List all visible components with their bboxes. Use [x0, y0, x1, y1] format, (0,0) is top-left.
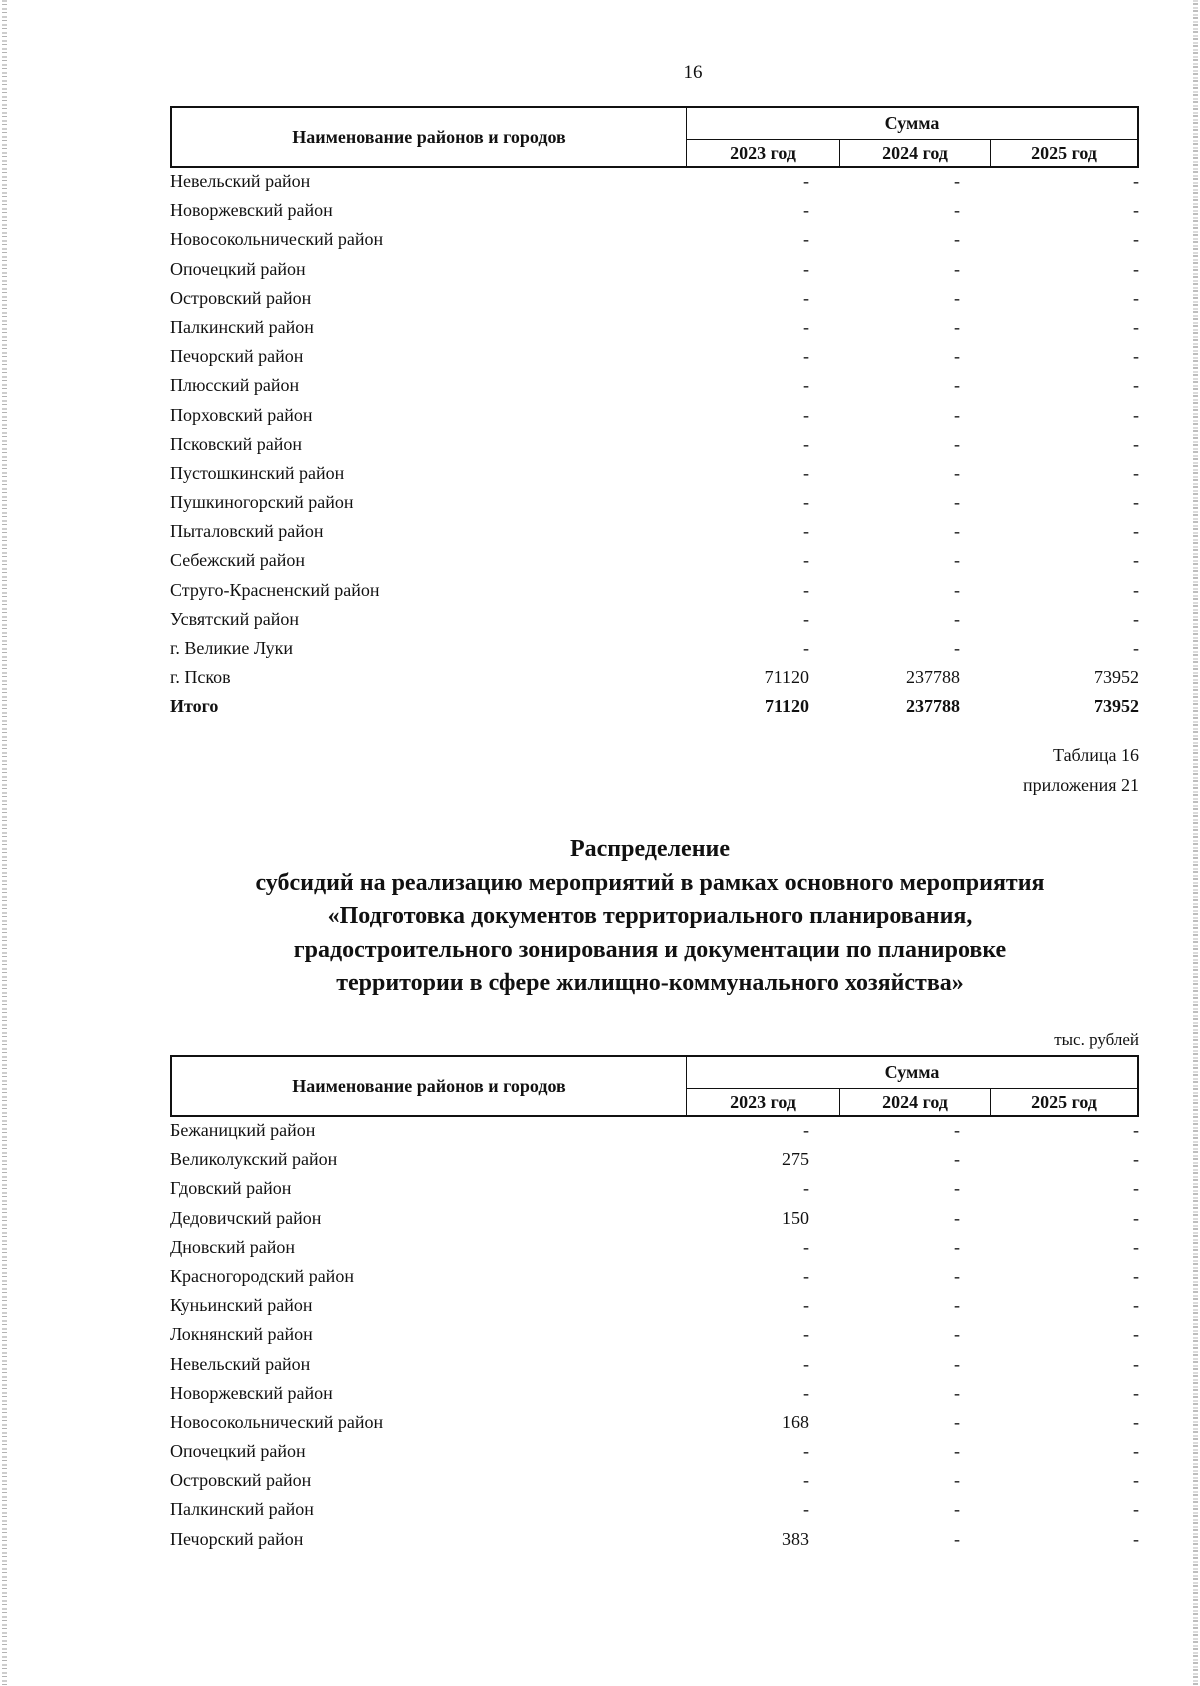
- value-2025: -: [1133, 1353, 1139, 1374]
- table-row: [170, 1409, 1139, 1438]
- value-2023: -: [803, 287, 809, 308]
- district-name: Бежаницкий район: [170, 1120, 316, 1140]
- table-2: [170, 1055, 1139, 1555]
- district-name: Гдовский район: [170, 1178, 292, 1199]
- table-row: [170, 1526, 1139, 1555]
- value-2025: -: [1133, 1120, 1139, 1140]
- table-row: [170, 460, 1139, 489]
- value-2024: -: [954, 316, 960, 337]
- title-line-4: градостроительного зонирования и документации по планировке: [293, 936, 1007, 963]
- value-2023: -: [803, 550, 809, 571]
- title-line-5: территории в сфере жилищно-коммунального хозяйства»: [336, 970, 964, 996]
- value-2025: -: [1133, 1178, 1139, 1199]
- district-name: Усвятский район: [170, 608, 299, 629]
- value-2024: -: [954, 1295, 960, 1316]
- value-2023: -: [803, 200, 809, 221]
- header-year-2024: 2024 год: [840, 1089, 991, 1115]
- table-row: [170, 1467, 1139, 1496]
- table-2-header: [170, 1055, 1139, 1117]
- value-2024: -: [954, 1149, 960, 1170]
- value-2024: -: [954, 521, 960, 542]
- value-2025: -: [1133, 638, 1139, 658]
- district-name: Невельский район: [170, 171, 311, 191]
- header-year-2023: 2023 год: [687, 140, 840, 166]
- table-row: [170, 226, 1139, 255]
- value-2023: -: [803, 1382, 809, 1403]
- district-name: Псковский район: [170, 433, 302, 454]
- value-2025: -: [1133, 375, 1139, 396]
- units-label: тыс. рублей: [1054, 1030, 1139, 1049]
- value-2024: -: [954, 492, 960, 513]
- value-2025: -: [1133, 1382, 1139, 1403]
- value-2023: 383: [782, 1528, 809, 1549]
- value-2025: -: [1133, 433, 1139, 454]
- district-name: Локнянский район: [170, 1324, 313, 1345]
- value-2025: -: [1133, 1207, 1139, 1228]
- table-row: [170, 1380, 1139, 1409]
- table-1: [170, 106, 1139, 723]
- value-2025: -: [1133, 171, 1139, 191]
- value-2024: -: [954, 1120, 960, 1140]
- value-2025: -: [1133, 608, 1139, 629]
- value-2023: -: [803, 1470, 809, 1491]
- district-name: Порховский район: [170, 404, 313, 425]
- table-row: [170, 314, 1139, 343]
- table-row: [170, 489, 1139, 518]
- value-2024: -: [954, 1236, 960, 1257]
- district-name: Новоржевский район: [170, 200, 333, 221]
- total-2023: 71120: [764, 696, 809, 717]
- table-row: [170, 431, 1139, 460]
- title-line-1: Распределение: [569, 836, 731, 862]
- table-row: [170, 402, 1139, 431]
- table-row: [170, 1263, 1139, 1292]
- value-2024: -: [954, 550, 960, 571]
- table-row: [170, 1146, 1139, 1175]
- value-2024: -: [954, 1324, 960, 1345]
- value-2023: 275: [782, 1149, 809, 1170]
- table-row: [170, 168, 1139, 197]
- value-2025: -: [1133, 316, 1139, 337]
- value-2025: -: [1133, 404, 1139, 425]
- value-2025: -: [1133, 462, 1139, 483]
- value-2023: -: [803, 1441, 809, 1462]
- value-2023: 71120: [764, 667, 809, 688]
- district-name: Пушкиногорский район: [170, 492, 354, 513]
- value-2024: -: [954, 433, 960, 454]
- appendix-label: приложения 21: [1022, 775, 1139, 795]
- value-2023: -: [803, 1353, 809, 1374]
- value-2024: -: [954, 462, 960, 483]
- value-2024: -: [954, 579, 960, 600]
- district-name: Палкинский район: [170, 1499, 314, 1520]
- value-2024: -: [954, 171, 960, 191]
- scan-noise-right: [1193, 0, 1198, 1686]
- value-2023: -: [803, 1499, 809, 1520]
- district-name: Новоржевский район: [170, 1382, 333, 1403]
- value-2024: -: [954, 404, 960, 425]
- page-number: 16: [683, 62, 703, 83]
- table-1-header: [170, 106, 1139, 168]
- title-line-2: субсидий на реализацию мероприятий в рамках основного мероприятия: [255, 869, 1045, 896]
- table-row: [170, 256, 1139, 285]
- value-2024: -: [954, 1499, 960, 1520]
- table-row: [170, 1292, 1139, 1321]
- value-2025: -: [1133, 1470, 1139, 1491]
- table-row: [170, 518, 1139, 547]
- table-row: [170, 1496, 1139, 1525]
- table-row: [170, 1175, 1139, 1204]
- value-2025: -: [1133, 521, 1139, 542]
- value-2025: -: [1133, 1295, 1139, 1316]
- table-row: [170, 197, 1139, 226]
- value-2025: 73952: [1094, 667, 1139, 688]
- district-name: Пустошкинский район: [170, 462, 345, 483]
- district-name: Себежский район: [170, 550, 305, 571]
- value-2024: -: [954, 229, 960, 250]
- table-row: [170, 285, 1139, 314]
- title-line-3: «Подготовка документов территориального планирования,: [327, 903, 973, 929]
- district-name: Плюсский район: [170, 375, 300, 396]
- value-2023: -: [803, 579, 809, 600]
- district-name: г. Великие Луки: [170, 638, 293, 658]
- value-2024: -: [954, 1470, 960, 1491]
- table-row: [170, 547, 1139, 576]
- header-year-2025: 2025 год: [1031, 142, 1097, 163]
- table-row: [170, 1205, 1139, 1234]
- district-name: Струго-Красненский район: [170, 579, 380, 600]
- value-2025: -: [1133, 258, 1139, 279]
- value-2025: -: [1133, 1499, 1139, 1520]
- total-label: Итого: [170, 696, 219, 717]
- value-2023: -: [803, 229, 809, 250]
- table-caption: [1023, 740, 1139, 800]
- value-2023: -: [803, 1265, 809, 1286]
- value-2023: -: [803, 404, 809, 425]
- header-name: Наименование районов и городов: [172, 108, 687, 166]
- value-2023: -: [803, 1120, 809, 1140]
- value-2025: -: [1133, 1528, 1139, 1549]
- district-name: Островский район: [170, 287, 312, 308]
- value-2023: -: [803, 375, 809, 396]
- table-2-body: [170, 1117, 1139, 1555]
- table-row: [170, 1438, 1139, 1467]
- value-2023: -: [803, 1178, 809, 1199]
- value-2025: -: [1133, 229, 1139, 250]
- value-2024: -: [954, 1265, 960, 1286]
- table-row: [170, 1321, 1139, 1350]
- district-name: Островский район: [170, 1470, 312, 1491]
- district-name: Куньинский район: [170, 1295, 313, 1316]
- value-2025: -: [1133, 1149, 1139, 1170]
- section-title: [160, 833, 1140, 1001]
- header-year-2023: 2023 год: [687, 1089, 840, 1115]
- value-2025: -: [1133, 492, 1139, 513]
- value-2023: 168: [782, 1411, 809, 1432]
- header-sum: Сумма: [687, 1057, 1137, 1089]
- value-2023: -: [803, 638, 809, 658]
- district-name: г. Псков: [170, 667, 231, 688]
- district-name: Пыталовский район: [170, 521, 324, 542]
- value-2023: -: [803, 1236, 809, 1257]
- district-name: Новосокольнический район: [170, 229, 384, 250]
- value-2025: -: [1133, 287, 1139, 308]
- header-year-2024: 2024 год: [840, 140, 991, 166]
- district-name: Печорский район: [170, 346, 304, 367]
- value-2024: -: [954, 1178, 960, 1199]
- value-2024: -: [954, 200, 960, 221]
- header-name: Наименование районов и городов: [172, 1057, 687, 1115]
- value-2023: -: [803, 433, 809, 454]
- table-row: [170, 635, 1139, 664]
- header-sum: Сумма: [687, 108, 1137, 140]
- scan-noise-left: [2, 0, 7, 1686]
- value-2024: -: [954, 1353, 960, 1374]
- table-row: [170, 1351, 1139, 1380]
- district-name: Великолукский район: [170, 1149, 338, 1170]
- value-2023: -: [803, 1324, 809, 1345]
- district-name: Палкинский район: [170, 316, 314, 337]
- value-2023: -: [803, 258, 809, 279]
- value-2024: -: [954, 375, 960, 396]
- table-1-total-row: [170, 693, 1139, 722]
- table-label: Таблица 16: [1053, 745, 1139, 765]
- value-2024: -: [954, 258, 960, 279]
- header-year-2025: 2025 год: [1031, 1091, 1097, 1112]
- value-2025: -: [1133, 579, 1139, 600]
- table-row: [170, 343, 1139, 372]
- value-2024: -: [954, 1382, 960, 1403]
- value-2023: -: [803, 608, 809, 629]
- value-2024: -: [954, 346, 960, 367]
- table-row: [170, 1117, 1139, 1146]
- table-row: [170, 664, 1139, 693]
- value-2023: 150: [782, 1207, 809, 1228]
- district-name: Новосокольнический район: [170, 1411, 384, 1432]
- total-2024: 237788: [906, 696, 960, 717]
- value-2024: -: [954, 1441, 960, 1462]
- table-row: [170, 577, 1139, 606]
- value-2023: -: [803, 462, 809, 483]
- district-name: Печорский район: [170, 1528, 304, 1549]
- value-2023: -: [803, 521, 809, 542]
- value-2024: -: [954, 1207, 960, 1228]
- value-2025: -: [1133, 1236, 1139, 1257]
- district-name: Красногородский район: [170, 1265, 354, 1286]
- value-2024: -: [954, 1528, 960, 1549]
- value-2024: -: [954, 1411, 960, 1432]
- value-2025: -: [1133, 1441, 1139, 1462]
- value-2023: -: [803, 316, 809, 337]
- value-2025: -: [1133, 1265, 1139, 1286]
- value-2025: -: [1133, 1324, 1139, 1345]
- district-name: Опочецкий район: [170, 258, 306, 279]
- district-name: Невельский район: [170, 1353, 311, 1374]
- table-row: [170, 1234, 1139, 1263]
- district-name: Дедовичский район: [170, 1207, 322, 1228]
- total-2025: 73952: [1094, 696, 1139, 717]
- value-2024: 237788: [906, 667, 960, 688]
- value-2024: -: [954, 287, 960, 308]
- district-name: Опочецкий район: [170, 1441, 306, 1462]
- table-row: [170, 372, 1139, 401]
- value-2023: -: [803, 171, 809, 191]
- value-2025: -: [1133, 550, 1139, 571]
- value-2024: -: [954, 638, 960, 658]
- table-1-body: [170, 168, 1139, 693]
- value-2023: -: [803, 1295, 809, 1316]
- value-2023: -: [803, 346, 809, 367]
- value-2023: -: [803, 492, 809, 513]
- value-2025: -: [1133, 200, 1139, 221]
- district-name: Дновский район: [170, 1236, 296, 1257]
- table-row: [170, 606, 1139, 635]
- value-2024: -: [954, 608, 960, 629]
- value-2025: -: [1133, 346, 1139, 367]
- value-2025: -: [1133, 1411, 1139, 1432]
